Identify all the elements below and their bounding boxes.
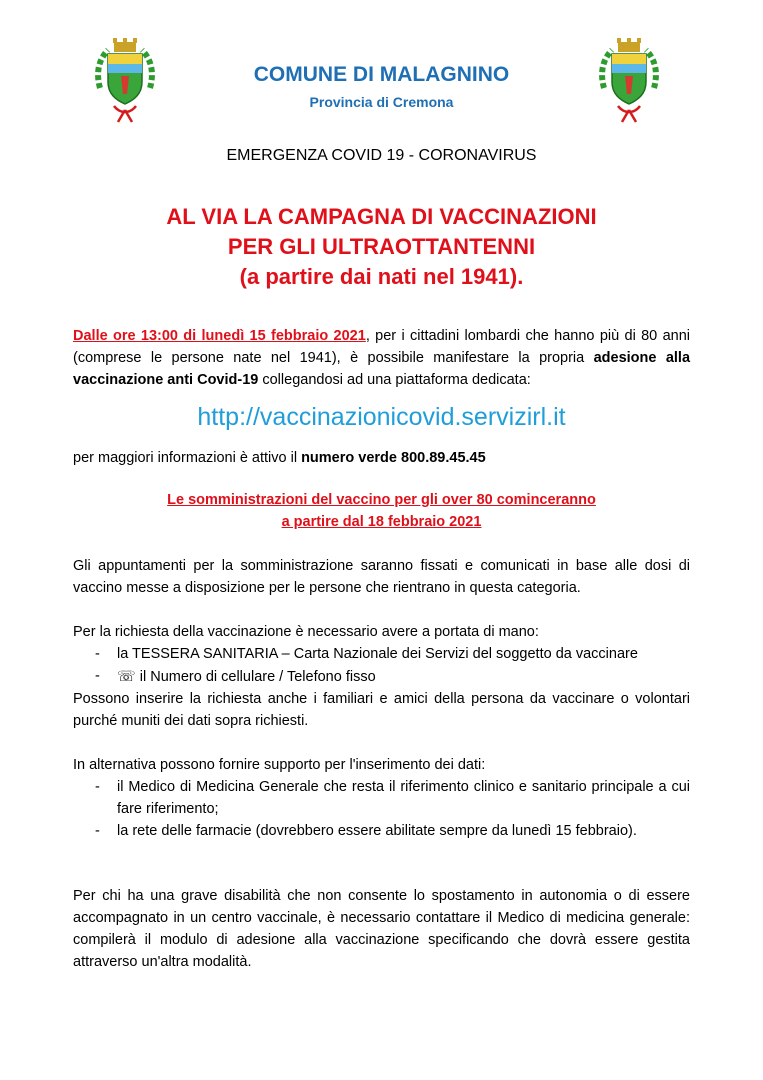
alternative-section: [73, 754, 690, 842]
request-outro: Possono inserire la richiesta anche i familiari e amici della persona da vaccinare o volontari purché muniti dei dati sopra richiesti.: [73, 691, 690, 729]
headline-line: PER GLI ULTRAOTTANTENNI: [227, 234, 536, 259]
list-dash: -: [95, 646, 100, 662]
intro-text: collegandosi ad una piattaforma dedicata:: [258, 372, 531, 388]
disability-paragraph: Per chi ha una grave disabilità che non consente lo spostamento in autonomia o di essere accompagnato in un centro vaccinale, è necessario contattare il Medico di medicina generale: compilerà il modulo di adesione alla vaccinazione specificando che dovrà essere gestita attraverso un'altra modalità.: [73, 888, 690, 970]
alternative-list: [73, 776, 690, 842]
provincia-subtitle: Provincia di Cremona: [309, 94, 454, 110]
list-item: - la rete delle farmacie (dovrebbero essere abilitate sempre da lunedì 15 febbraio).: [73, 820, 690, 842]
intro-paragraph: [73, 325, 690, 391]
list-item: - il Medico di Medicina Generale che resta il riferimento clinico e sanitario principale a cui fare riferimento;: [73, 776, 690, 820]
headline-line: AL VIA LA CAMPAGNA DI VACCINAZIONI: [166, 204, 597, 229]
vaccination-platform-link[interactable]: http://vaccinazionicovid.servizirl.it: [197, 403, 566, 431]
start-date-highlight: Dalle ore 13:00 di lunedì 15 febbraio 2021: [73, 328, 366, 344]
list-dash: -: [95, 668, 100, 684]
info-paragraph: [73, 447, 690, 469]
info-text: per maggiori informazioni è attivo il: [73, 450, 302, 466]
notice-line: a partire dal 18 febbraio 2021: [281, 514, 482, 530]
request-section: [73, 621, 690, 732]
emergency-heading: EMERGENZA COVID 19 - CORONAVIRUS: [226, 147, 537, 164]
comune-title: COMUNE DI MALAGNINO: [253, 63, 510, 86]
letterhead: [0, 62, 763, 110]
list-dash: -: [95, 823, 100, 839]
list-dash: -: [95, 779, 100, 795]
toll-free-number: numero verde 800.89.45.45: [301, 450, 486, 466]
appointments-paragraph: Gli appuntamenti per la somministrazione saranno fissati e comunicati in base alle dosi di vaccino messe a disposizione per le persone che rientrano in questa categoria.: [73, 558, 690, 596]
list-item: - ☏ il Numero di cellulare / Telefono fisso: [95, 667, 376, 685]
notice-line: Le somministrazioni del vaccino per gli over 80 cominceranno: [167, 492, 596, 508]
alternative-intro: In alternativa possono fornire supporto per l'inserimento dei dati:: [73, 757, 486, 773]
request-list: [73, 643, 690, 688]
campaign-headline: [0, 202, 763, 292]
request-intro: Per la richiesta della vaccinazione è necessario avere a portata di mano:: [73, 624, 539, 640]
phone-icon: ☏: [117, 667, 136, 685]
administration-notice: [0, 489, 763, 533]
headline-line: (a partire dai nati nel 1941).: [239, 264, 524, 289]
list-item: - la TESSERA SANITARIA – Carta Nazionale dei Servizi del soggetto da vaccinare: [73, 643, 690, 665]
intro-bold: adesione alla vaccinazione anti Covid-19: [73, 350, 691, 388]
intro-text: , per i cittadini lombardi che hanno più di 80 anni (comprese le persone nate nel 1941), è possibile manifestare la propria: [73, 328, 690, 366]
